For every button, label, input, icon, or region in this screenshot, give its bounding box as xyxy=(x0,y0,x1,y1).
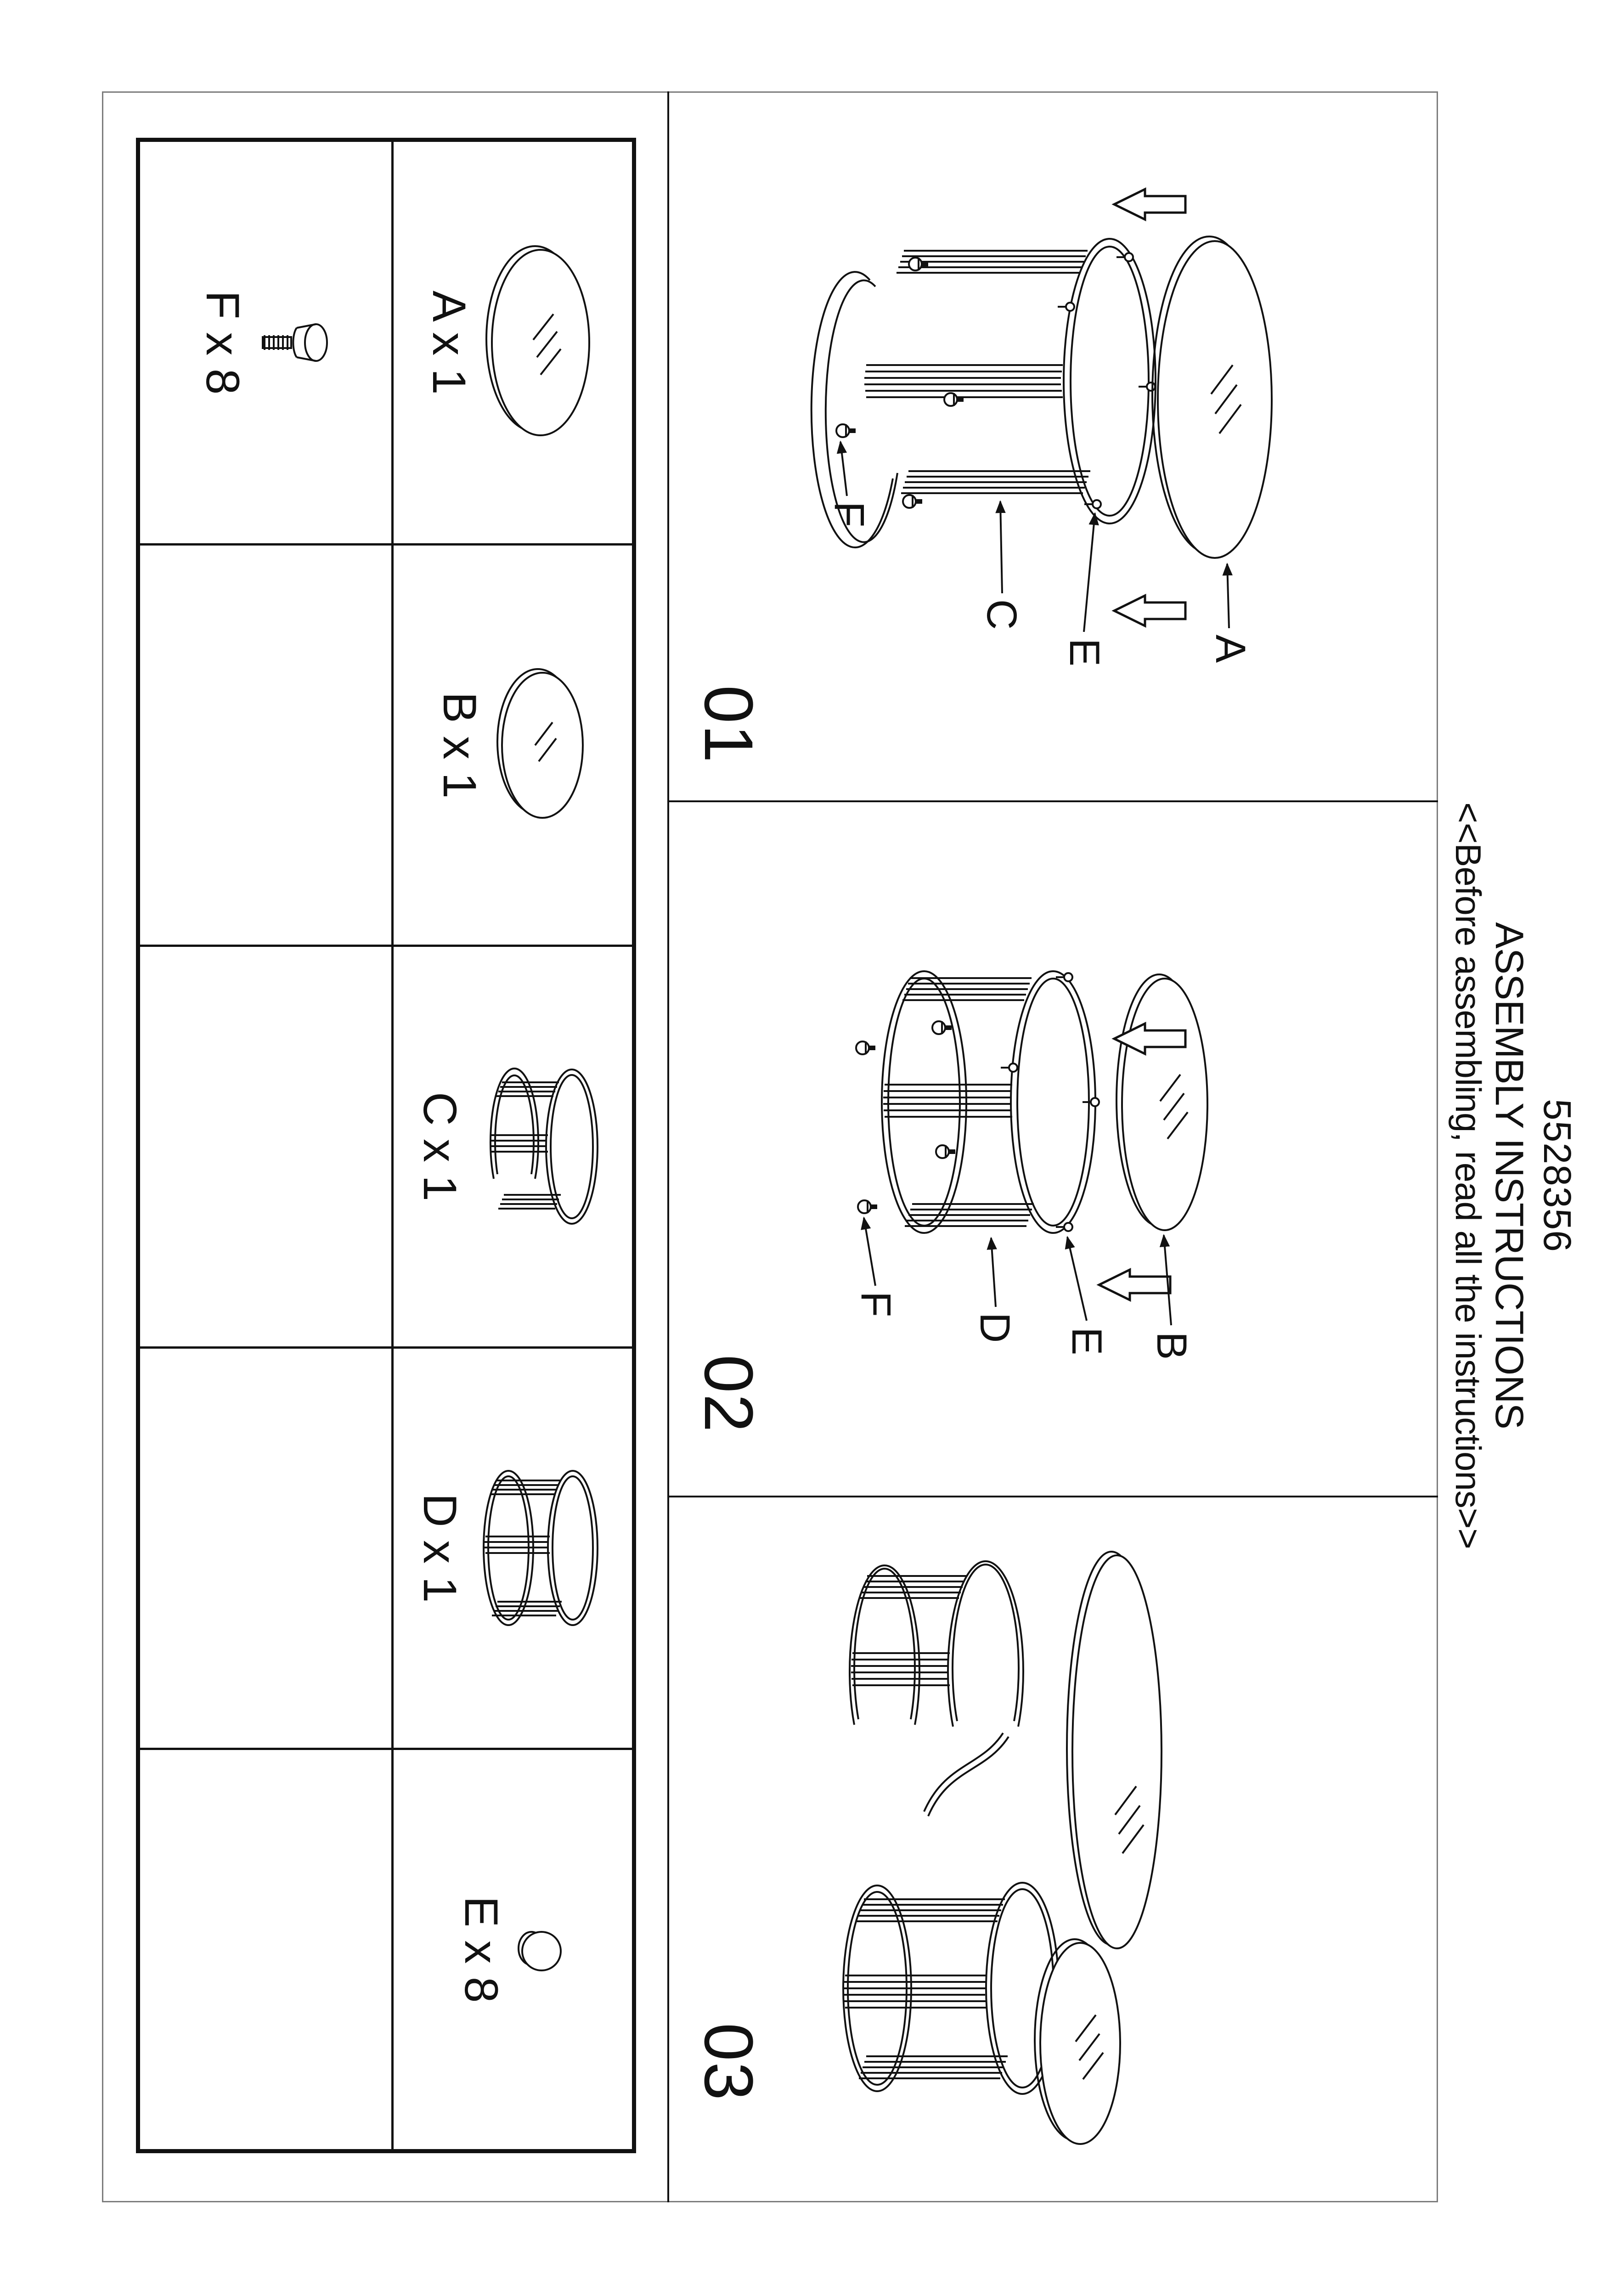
glass-top-b-icon xyxy=(491,658,589,833)
part-label-a: A x 1 xyxy=(423,290,476,395)
part-cell-c xyxy=(394,945,632,1346)
page-title: ASSEMBLY INSTRUCTIONS xyxy=(1487,922,1531,1429)
part-cell-f xyxy=(140,142,394,543)
grommet-icon xyxy=(1001,1064,1017,1072)
screw-icon xyxy=(932,1021,952,1034)
screw-icon xyxy=(903,495,922,508)
grommet-icon xyxy=(1083,1098,1099,1106)
assembled-large-table xyxy=(850,1552,1162,1948)
part-cell-b xyxy=(394,543,632,945)
block-arrow-down-icon xyxy=(1099,1270,1170,1300)
screw-icon xyxy=(856,1041,875,1054)
product-code: 5528356 xyxy=(1536,1098,1579,1253)
glass-top-a-icon xyxy=(480,237,600,448)
glass-top-b-drawing xyxy=(1116,974,1207,1230)
step-number-03: 03 xyxy=(690,2023,767,2101)
step-01-diagram xyxy=(668,91,1438,801)
callout-d: D xyxy=(971,1312,1018,1343)
frame-c-icon xyxy=(471,1057,609,1236)
empty-cell xyxy=(140,1748,394,2149)
screw-icon xyxy=(836,424,856,437)
screw-icon xyxy=(909,258,928,270)
part-label-c: C x 1 xyxy=(414,1092,467,1202)
grommet-icon xyxy=(1058,303,1074,311)
screw-icon xyxy=(944,393,964,406)
part-label-d: D x 1 xyxy=(414,1493,467,1603)
part-cell-e xyxy=(394,1748,632,2149)
part-label-e: E x 8 xyxy=(455,1896,508,2003)
slat-group xyxy=(864,251,1090,493)
callout-b: B xyxy=(1148,1332,1195,1360)
callout-a: A xyxy=(1207,635,1254,663)
callout-f: F xyxy=(852,1291,899,1317)
part-cell-a xyxy=(394,142,632,543)
screw-f-icon xyxy=(254,315,332,370)
cap-e-icon xyxy=(513,1922,568,1977)
callout-e: E xyxy=(1063,1327,1110,1356)
frame-d-icon xyxy=(471,1458,609,1638)
frame-d-drawing xyxy=(882,971,1099,1233)
screw-icon xyxy=(858,1200,877,1213)
callout-e: E xyxy=(1061,638,1108,667)
part-label-b: B x 1 xyxy=(434,692,486,799)
assembled-small-table xyxy=(843,1883,1120,2144)
block-arrow-down-icon xyxy=(1114,189,1185,219)
empty-cell xyxy=(140,543,394,945)
empty-cell xyxy=(140,1346,394,1748)
part-label-f: F x 8 xyxy=(197,290,249,395)
step-number-02: 02 xyxy=(690,1355,767,1433)
callout-c: C xyxy=(978,599,1025,630)
page-subtitle: <<Before assembling, read all the instructions>> xyxy=(1448,802,1489,1549)
grommet-icon xyxy=(1116,253,1133,261)
grommet-icon xyxy=(1084,500,1101,508)
screw-icon xyxy=(936,1145,955,1158)
step-02-diagram xyxy=(668,801,1438,1497)
block-arrow-down-icon xyxy=(1114,596,1185,626)
glass-top-a-drawing xyxy=(1152,236,1272,558)
parts-table xyxy=(136,138,636,2153)
step-number-01: 01 xyxy=(690,685,767,764)
step-03-diagram xyxy=(668,1497,1438,2202)
callout-f: F xyxy=(826,501,873,528)
empty-cell xyxy=(140,945,394,1346)
part-cell-d xyxy=(394,1346,632,1748)
